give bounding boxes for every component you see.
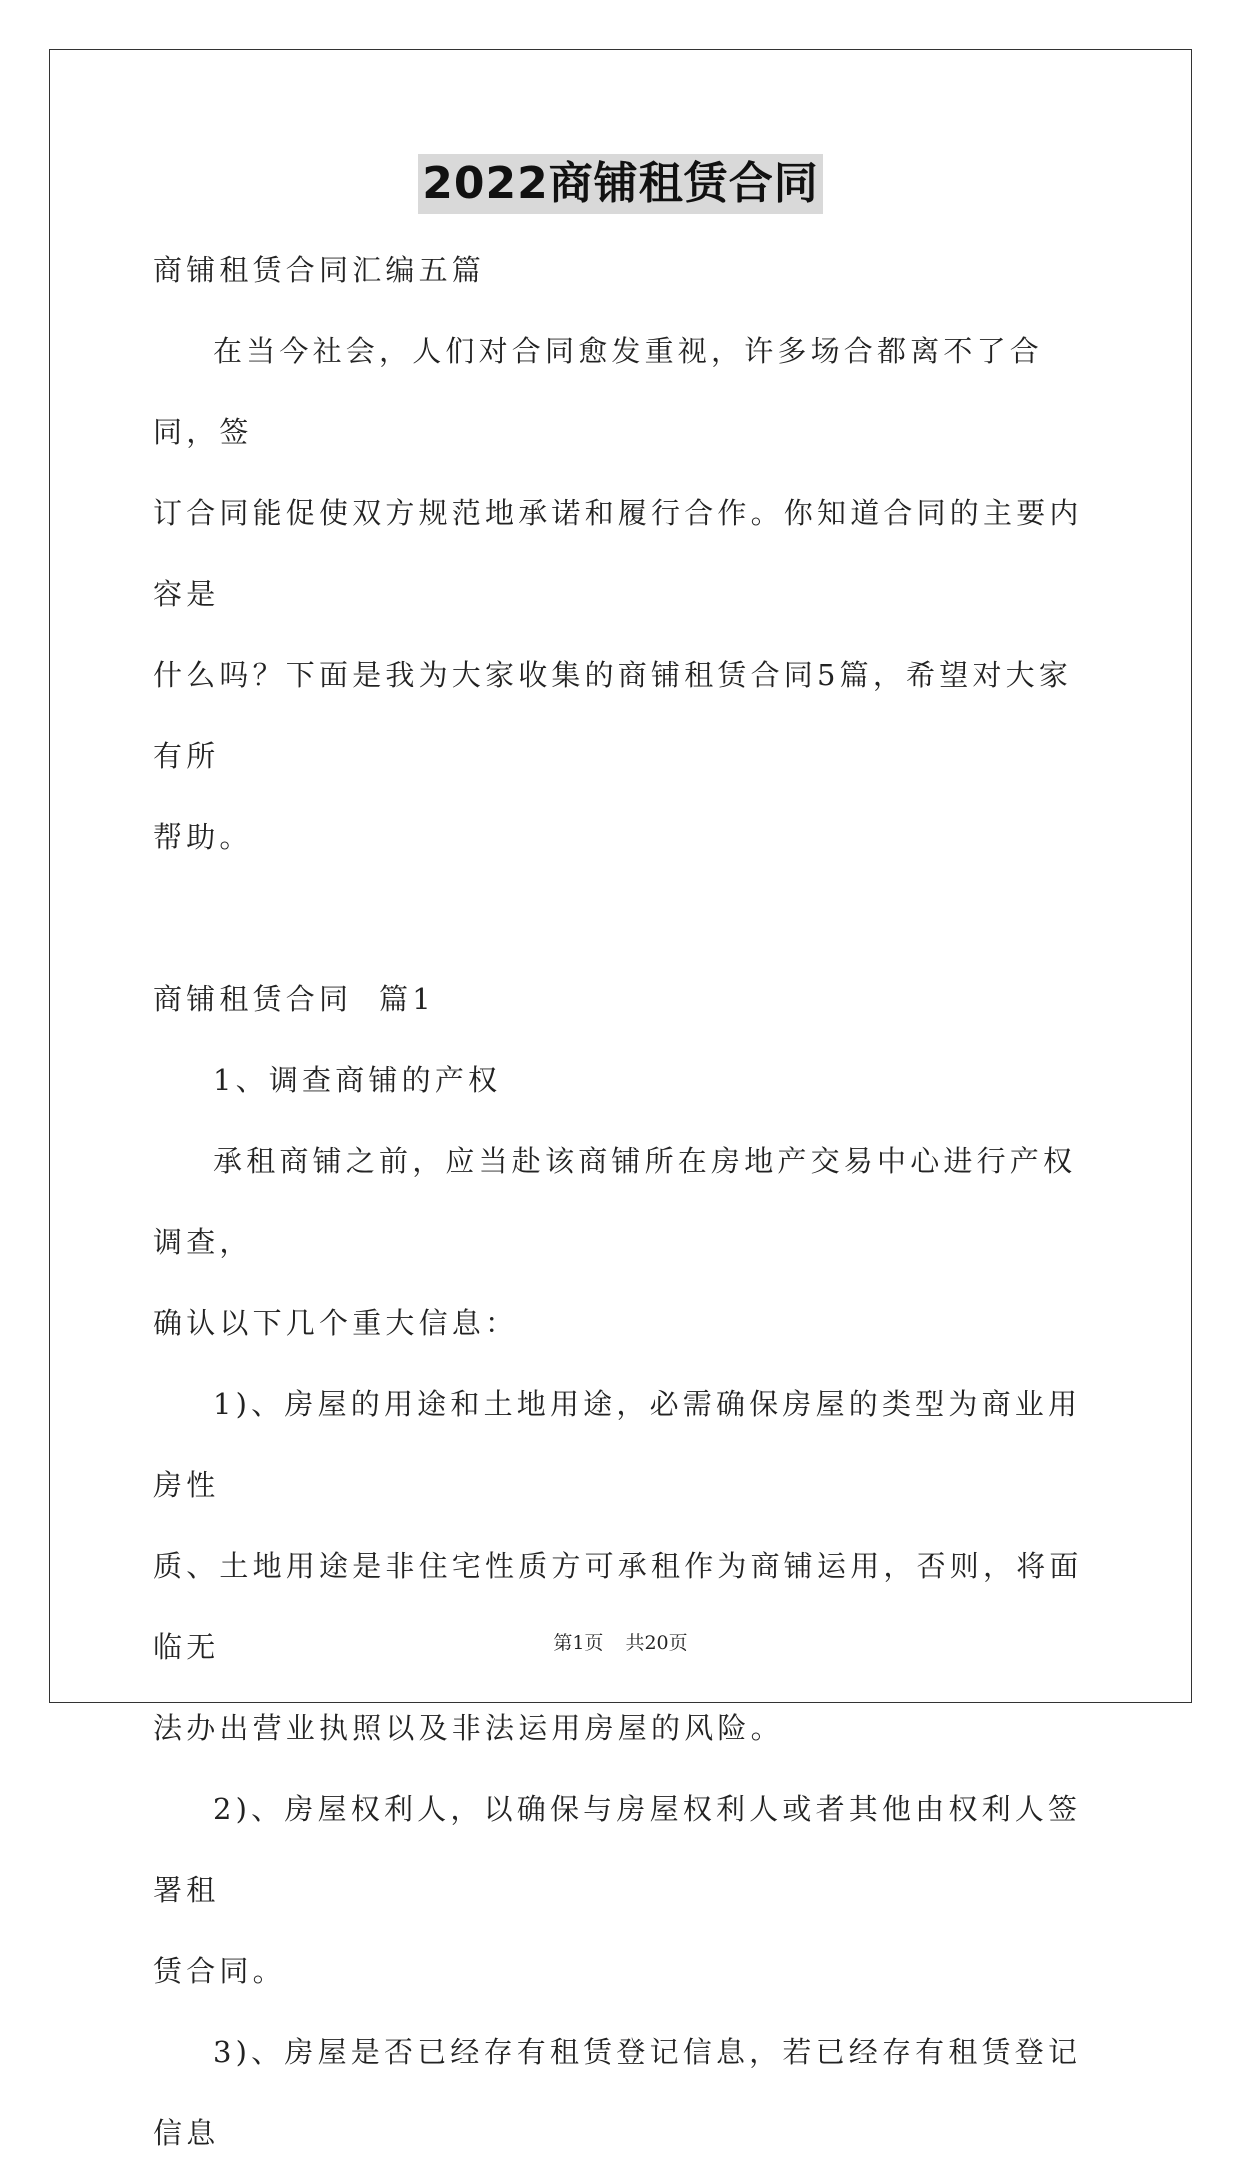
sub3-line-1: 3)、房屋是否已经存有租赁登记信息，若已经存有租赁登记信息 [153, 2035, 1082, 2150]
sub1-line-3: 法办出营业执照以及非法运用房屋的风险。 [153, 1711, 784, 1745]
intro-line-3: 什么吗？下面是我为大家收集的商铺租赁合同5篇，希望对大家有所 [153, 658, 1073, 773]
page-footer [0, 1628, 1241, 1655]
intro-line-1: 在当今社会，人们对合同愈发重视，许多场合都离不了合同，签 [153, 334, 1044, 449]
title-container [0, 154, 1241, 214]
intro-line-4: 帮助。 [153, 820, 253, 854]
section-heading: 商铺租赁合同 篇1 [153, 982, 435, 1016]
sub1-line-2: 质、土地用途是非住宅性质方可承租作为商铺运用，否则，将面临无 [153, 1549, 1083, 1664]
section-gap [153, 878, 1093, 959]
document-title: 2022商铺租赁合同 [418, 154, 822, 214]
document-subtitle: 商铺租赁合同汇编五篇 [153, 253, 486, 287]
page-number: 第1页 [553, 1632, 604, 1654]
item1-body-line-2: 确认以下几个重大信息： [153, 1306, 519, 1340]
item1-heading: 1、调查商铺的产权 [213, 1063, 502, 1097]
item1-body-line-1: 承租商铺之前，应当赴该商铺所在房地产交易中心进行产权调查， [153, 1144, 1077, 1259]
page-total: 共20页 [625, 1632, 688, 1654]
sub2-line-1: 2)、房屋权利人，以确保与房屋权利人或者其他由权利人签署租 [153, 1792, 1082, 1907]
intro-line-2: 订合同能促使双方规范地承诺和履行合作。你知道合同的主要内容是 [153, 496, 1083, 611]
document-body [153, 230, 1093, 2174]
sub1-line-1: 1)、房屋的用途和土地用途，必需确保房屋的类型为商业用房性 [153, 1387, 1082, 1502]
sub2-line-2: 赁合同。 [153, 1954, 286, 1988]
